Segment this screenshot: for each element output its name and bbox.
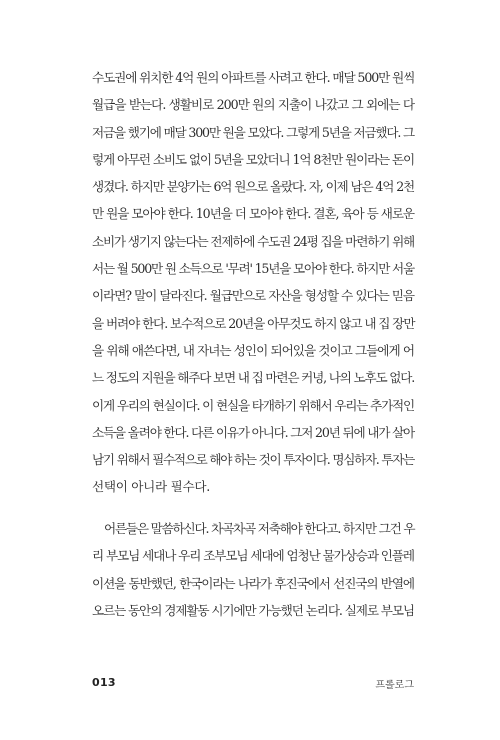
text-line: 이게 우리의 현실이다. 이 현실을 타개하기 위해서 우리는 추가적인 <box>92 397 414 413</box>
page-number: 013 <box>92 676 116 689</box>
text-line: 남기 위해서 필수적으로 해야 하는 것이 투자이다. 명심하자. 투자는 <box>92 452 414 468</box>
text-line: 을 버려야 한다. 보수적으로 20년을 아무것도 하지 않고 내 집 장만 <box>92 315 415 331</box>
text-line: 만 원을 모아야 한다. 10년을 더 모아야 한다. 결혼, 육아 등 새로운 <box>92 206 414 222</box>
text-line: 오르는 동안의 경제활동 시기에만 가능했던 논리다. 실제로 부모님 <box>92 602 414 618</box>
text-line: 저금을 했기에 매달 300만 원을 모았다. 그렇게 5년을 저금했다. 그 <box>92 124 414 140</box>
body-paragraph-1 <box>92 64 414 501</box>
text-line: 서는 월 500만 원 소득으로 '무려' 15년을 모아야 한다. 하지만 서울 <box>92 261 414 277</box>
text-line: 을 위해 애쓴다면, 내 자녀는 성인이 되어있을 것이고 그들에게 어 <box>92 342 414 358</box>
text-line: 느 정도의 지원을 해주다 보면 내 집 마련은 커녕, 나의 노후도 없다. <box>92 370 414 386</box>
text-line: 소득을 올려야 한다. 다른 이유가 아니다. 그저 20년 뒤에 내가 살아 <box>92 424 414 440</box>
body-paragraph-2 <box>92 515 414 624</box>
text-line: 소비가 생기지 않는다는 전제하에 수도권 24평 집을 마련하기 위해 <box>92 233 414 249</box>
text-line: 어른들은 말씀하신다. 차곡차곡 저축해야 한다고. 하지만 그건 우 <box>104 521 415 536</box>
text-line: 리 부모님 세대나 우리 조부모님 세대에 엄청난 물가상승과 인플레 <box>92 548 414 564</box>
text-line: 이션을 동반했던, 한국이라는 나라가 후진국에서 선진국의 반열에 <box>92 575 414 591</box>
page-footer <box>92 676 414 692</box>
text-line: 생겼다. 하지만 분양가는 6억 원으로 올랐다. 자, 이제 남은 4억 2천 <box>92 179 414 195</box>
running-head: 프롤로그 <box>375 680 414 691</box>
text-line: 선택이 아니라 필수다. <box>92 479 210 495</box>
text-line: 수도권에 위치한 4억 원의 아파트를 사려고 한다. 매달 500만 원씩 <box>92 70 415 85</box>
text-line: 이라면? 말이 달라진다. 월급만으로 자산을 형성할 수 있다는 믿음 <box>92 288 414 304</box>
text-line: 렇게 아무런 소비도 없이 5년을 모았더니 1억 8천만 원이라는 돈이 <box>92 151 414 167</box>
text-line: 월급을 받는다. 생활비로 200만 원의 지출이 나갔고 그 외에는 다 <box>92 97 414 113</box>
